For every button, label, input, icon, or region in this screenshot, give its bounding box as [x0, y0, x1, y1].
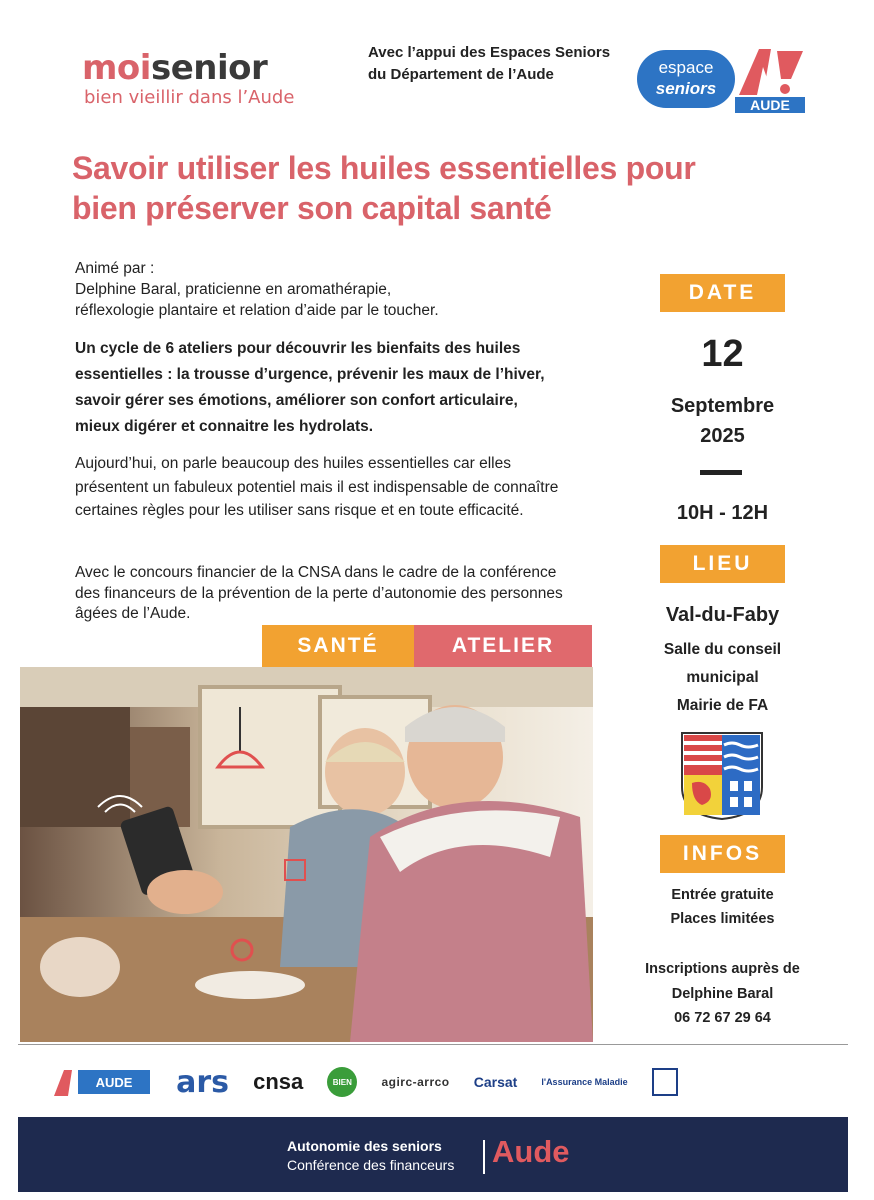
logo-senior: senior	[150, 48, 268, 88]
logo-tagline: bien vieillir dans l’Aude	[84, 87, 295, 108]
venue-line2: municipal	[686, 669, 759, 686]
appui-line1: Avec l’appui des Espaces Seniors	[368, 44, 611, 61]
aude-department-logo	[733, 45, 807, 119]
registration-info	[630, 957, 815, 1031]
event-day: 12	[701, 333, 744, 375]
badge-line1: espace	[658, 58, 714, 77]
category-tags	[262, 625, 592, 667]
event-month: Septembre	[670, 395, 775, 417]
coat-of-arms-icon	[680, 731, 764, 821]
appui-text	[368, 42, 610, 86]
event-town: Val-du-Faby	[665, 604, 780, 626]
anime-par-label: Animé par :	[75, 260, 155, 277]
partner-cnsa-logo: cnsa	[253, 1069, 304, 1094]
tag-sante: SANTÉ	[262, 625, 414, 667]
partner-aude-logo	[52, 1066, 152, 1098]
inscr-line1: Inscriptions auprès de	[645, 961, 800, 977]
footer-band	[18, 1117, 848, 1192]
espace-seniors-logo	[637, 50, 735, 108]
phone-number: 06 72 67 29 64	[674, 1010, 771, 1026]
badge-line2: seniors	[655, 79, 717, 98]
venue-line1: Salle du conseil	[663, 641, 782, 658]
infos-label: INFOS	[660, 835, 785, 873]
event-venue	[630, 636, 815, 720]
title-line1: Savoir utiliser les huiles essentielles pour	[72, 150, 696, 186]
event-year: 2025	[700, 425, 745, 447]
footer-separator	[483, 1140, 485, 1174]
title-line2: bien préserver son capital santé	[72, 190, 552, 226]
concours-paragraph: Avec le concours financier de la CNSA dans le cadre de la conférence des financeurs de la prévention de la perte d’autonomie des personnes âgées de l’Aude.	[75, 564, 563, 622]
appui-line2: du Département de l’Aude	[368, 66, 554, 83]
venue-line3: Mairie de FA	[676, 697, 769, 714]
logo-moi: moi	[82, 48, 151, 88]
presenter-line2: réflexologie plantaire et relation d’aide par le toucher.	[75, 302, 439, 319]
tag-atelier: ATELIER	[414, 625, 592, 667]
inscr-line2: Delphine Baral	[671, 985, 774, 1002]
partner-msa-logo	[652, 1068, 678, 1096]
partner-logos	[52, 1058, 812, 1106]
date-label: DATE	[660, 274, 785, 312]
presenter-block	[75, 258, 565, 321]
partner-carsat-logo: Carsat	[473, 1074, 518, 1090]
event-time: 10H - 12H	[676, 502, 769, 524]
infos-text	[630, 883, 815, 931]
date-divider	[700, 470, 742, 475]
event-month-year	[630, 391, 815, 451]
infos-line2: Places limitées	[670, 911, 775, 927]
partner-assurance-maladie-logo: l'Assurance Maladie	[541, 1077, 628, 1087]
footer-line1: Autonomie des seniors	[287, 1138, 442, 1154]
aude-logo-text: AUDE	[750, 97, 790, 113]
footer-line2: Conférence des financeurs	[287, 1157, 455, 1173]
partner-agirc-arrco-logo: agirc-arrco	[381, 1075, 450, 1089]
infos-line1: Entrée gratuite	[671, 887, 774, 903]
presenter-line1: Delphine Baral, praticienne en aromathérapie,	[75, 281, 392, 298]
partner-bien-logo: BIEN	[327, 1067, 357, 1097]
partner-aude-text: AUDE	[95, 1075, 133, 1090]
footer-aude: Aude	[492, 1134, 570, 1169]
partner-ars-logo: ars	[176, 1064, 229, 1100]
cycle-description: Un cycle de 6 ateliers pour découvrir les bienfaits des huiles essentielles : la trousse d’urgence, prévenir les maux de l’hiver, savoir gérer ses émotions, améliorer son confort articulaire, mieux digérer et connaitre les hydrolats.	[75, 340, 545, 435]
partners-divider	[18, 1044, 848, 1045]
page-title	[72, 148, 772, 228]
moisenior-logo	[82, 48, 267, 88]
seniors-photo	[20, 667, 593, 1042]
lieu-label: LIEU	[660, 545, 785, 583]
today-paragraph: Aujourd’hui, on parle beaucoup des huiles essentielles car elles présentent un fabuleux potentiel mais il est indispensable de connaître certaines règles pour les utiliser sans risque et en toute efficacité.	[75, 455, 559, 519]
